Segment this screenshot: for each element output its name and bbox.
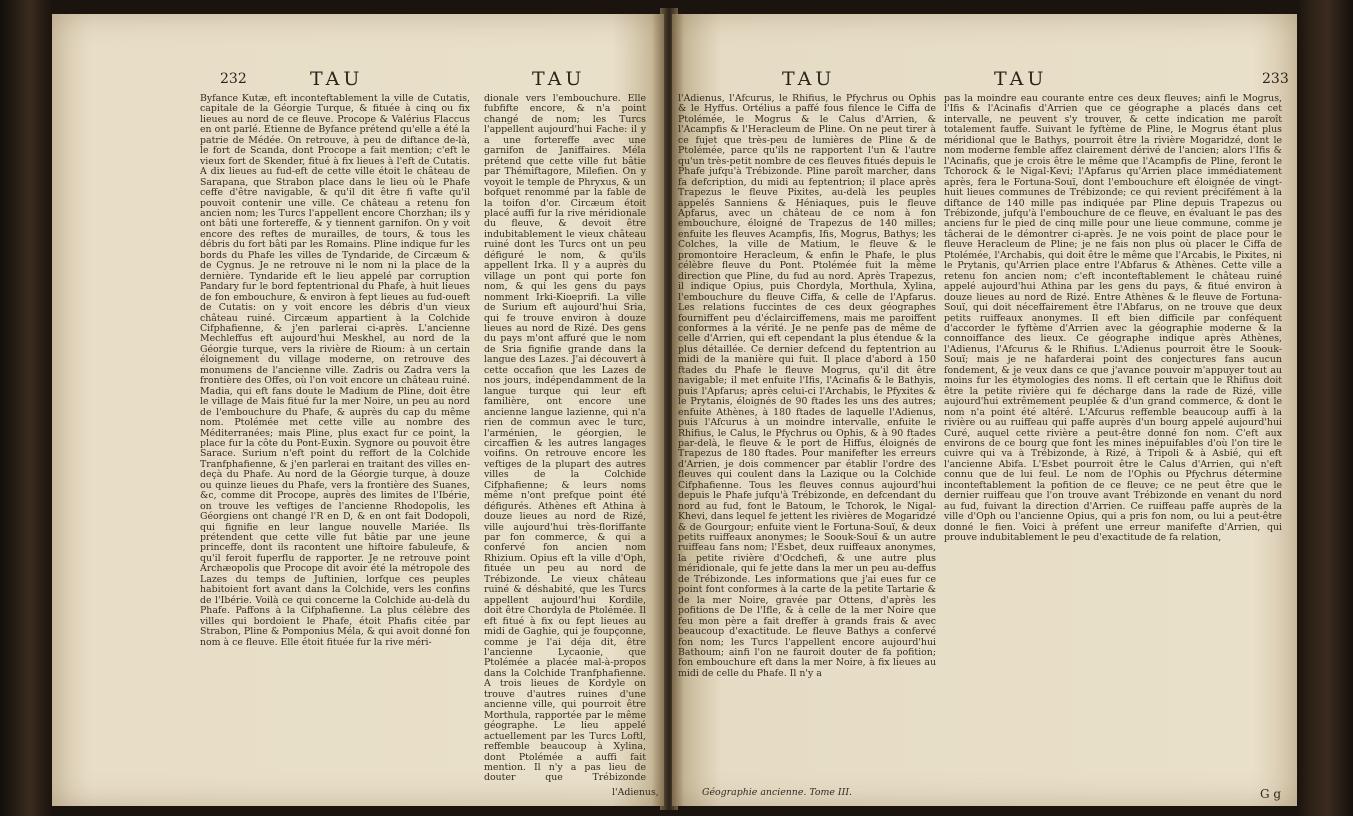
book-edge bbox=[1298, 0, 1353, 816]
page-number: 233 bbox=[1262, 71, 1289, 87]
left-page bbox=[52, 14, 664, 806]
left-page-header bbox=[52, 68, 664, 92]
running-head-right: TAU bbox=[994, 68, 1048, 90]
page-number: 232 bbox=[220, 71, 247, 87]
text-column-right: dionale vers l'embouchure. Elle fubfifte encore, & n'a point changé de nom; les Turcs l'appellent aujourd'hui Fache: il y a une fortereffe avec une garnifon de Janiffaires. Méla prétend que cette ville fut bâtie par Thémiftagore, Milefien. On y voyoit le temple de Phryxus, & un bofquet renommé par la fable de la toifon d'or. Circæum étoit placé auffi fur la rive méridionale du fleuve, & devoit être indubitablement le vieux château ruiné dont les Turcs ont un peu défiguré le nom, & qu'ils appellent Irka. Il y a auprès du village un pont qui porte fon nom, & qui les gens du pays nomment Irki-Kioeprifi. La ville de Surium eft aujourd'hui Sria, qui fe trouve environ à douze lieues au nord de Rizé. Des gens du pays m'ont affuré que le nom de Sria fignifie grande dans la langue des Lazes. J'ai découvert à cette occafion que les Lazes de nos jours, indépendamment de la langue turque qui leur eft familière, ont encore une ancienne langue lazienne, qui n'a rien de commun avec le turc, l'arménien, le géorgien, le circaffien & les autres langages voifins. On retrouve encore les veftiges de la plupart des autres villes de la Colchide Cifphafienne; & leurs noms même n'ont prefque point été défigurés. Athènes eft Athina à douze lieues au nord de Rizé, ville aujourd'hui très-floriffante par fon commerce, & qui a confervé fon ancien nom Rhizium. Opius eft la ville d'Oph, fituée un peu au nord de Trébizonde. Le vieux château ruiné & déshabité, que les Turcs appellent aujourd'hui Kordile, doit être Chordyla de Ptolémée. Il eft fitué à fix ou fept lieues au midi de Gaghie, qui je foupçonne, comme je l'ai déja dit, être l'ancienne Lycaonie, que Ptolémée a placée mal-à-propos dans la Colchide Tranfphafienne. A trois lieues de Kordyle on trouve d'autres ruines d'une ancienne ville, qui pourroit être Morthula, rapportée par le même géographe. Le lieu appelé actuellement par les Turcs Loftl, reffemble beaucoup à Xylina, dont Ptolémée a auffi fait mention. Il n'y a pas lieu de douter que Trébizonde bbox=[484, 94, 646, 784]
footer-note: Géographie ancienne. Tome III. bbox=[702, 787, 853, 798]
text-column-right: pas la moindre eau courante entre ces deux fleuves; ainfi le Mogrus, l'Ifis & l'Acinafis d'Arrien que ce géographe a placés dans cet intervalle, ne peuvent s'y trouver, & cette indication me paroît totalement fauffe. Suivant le fyftème de Pline, le Mogrus étant plus méridional que le Bathys, pourroit être la rivière Mogaridzé, dont le nom moderne femble affez clairement dérivé de l'ancien; alors l'Ifis & l'Acinafis, que je crois être le même que l'Acampfis de Pline, feront le Tchorock & le Nigal-Kevi; l'Apfarus qu'Arrien place immédiatement après, fera le Fortuna-Souï, dont l'embouchure eft éloignée de vingt-huit lieues communes de Trébizonde; ce qui revient précifément à la diftance de 140 mille pas indiquée par Pline depuis Trapezus ou Trébizonde, jufqu'à l'embouchure de ce fleuve, en évaluant le pas des anciens fur le pied de cinq mille pour une lieue commune, comme je tâcherai de le démontrer ci-après. Je ne vois point de place pour le fleuve Heracleum de Pline; je ne fais non plus où placer le Ciffa de Ptolémée, l'Archabis, qui doit être le même que l'Arcabis, le Pixites, ni le Prytanis, qu'Arrien place entre l'Abfarus & Athènes. Cette ville a retenu fon ancien nom; c'eft inconteftablement le château ruiné appelé aujourd'hui Athina par les gens du pays, & fitué environ à douze lieues au nord de Rizé. Entre Athènes & le fleuve de Fortuna-Souï, qui doit néceffairement être l'Abfarus, on ne trouve que deux petits ruiffeaux anonymes. Il eft bien difficile par conféquent d'accorder le fyftème d'Arrien avec la géographie moderne & la connoiffance des lieux. Ce géographe indique après Athènes, l'Adienus, l'Afcurus & le Rhifius. L'Adienus pourroit être le Soouk-Souï; mais je ne hafarderai point des conjectures fans aucun fondement, & je veux dans ce que j'avance pouvoir m'appuyer tout au moins fur les étymologies des noms. Il eft certain que le Rhifius doit être la petite rivière qui fe décharge dans la rade de Rizé, ville aujourd'hui extrêmement peuplée & d'un grand commerce, & dont le nom n'a point été altéré. L'Afcurus reffemble beaucoup auffi à la rivière ou au ruiffeau qui paffe auprès d'un bourg appelé aujourd'hui Curé, auquel cette rivière a peut-être donné fon nom. C'eft aux environs de ce bourg que font les mines inépuifables d'où l'on tire le cuivre qui va à Trébizonde, à Rizé, à Tripoli & à Asbié, qui eft l'ancienne Abifa. L'Esbet pourroit être le Calus d'Arrien, qui n'eft connu que de lui feul. Le nom de l'Ophis ou Pfychrus détermine inconteftablement la pofition de ce fleuve; ce ne peut être que le dernier ruiffeau que l'on trouve avant Trébizonde en venant du nord au fud, fuivant la direction d'Arrien. Ce ruiffeau paffe auprès de la ville d'Oph ou l'ancienne Opius, qui a pris fon nom, ou lui a peut-être donné le fien. Voici à préfent une erreur manifefte d'Arrien, qui prouve indubitablement le peu d'exactitude de fa relation, bbox=[944, 94, 1282, 544]
right-page-header bbox=[672, 68, 1297, 92]
text-column-left: l'Adienus, l'Afcurus, le Rhifius, le Pfychrus ou Ophis & le Hyffus. Ortélius a paffé fous filence le Ciffa de Ptolémée, le Mogrus & le Calus d'Arrien, & l'Acampfis & l'Heracleum de Pline. On ne peut tirer à ce fujet que très-peu de lumières de Pline & de Ptolémée, parce qu'ils ne rapportent l'un & l'autre qu'un très-petit nombre de ces fleuves fitués depuis le Phafe jufqu'à Trébizonde. Pline paroît marcher, dans fa defcription, du midi au feptentrion; il place après Trapezus le fleuve Pixites, au-delà les peuples appelés Sanniens & Héniaques, puis le fleuve Apfarus, avec un château de ce nom à fon embouchure, éloigné de Trapezus de 140 milles; enfuite les fleuves Acampfis, Ifis, Mogrus, Bathys; les Colches, la ville de Matium, le fleuve & le promontoire Heracleum, & enfin le Phafe, le plus célèbre fleuve du Pont. Ptolémée fuit la même direction que Pline, du fud au nord. Après Trapezus, il indique Opius, puis Chordyla, Morthula, Xylina, l'embouchure du fleuve Ciffa, & celle de l'Apfarus. Les relations fuccintes de ces deux géographes fourniffent peu d'éclairciffemens, mais me paroiffent conformes à la vérité. Je ne penfe pas de même de celle d'Arrien, qui eft cependant la plus étendue & la plus détaillée. Ce dernier defcend du feptentrion au midi de la manière qui fuit. Il place d'abord à 150 ftades du Phafe le fleuve Mogrus, qu'il dit être navigable; il met enfuite l'Ifis, l'Acinafis & le Bathyis, puis l'Apfarus; après celui-ci l'Archabis, le Pfyxites & le Prytanis, éloignés de 90 ftades les uns des autres; enfuite Athènes, à 180 ftades de laquelle l'Adienus, puis l'Afcurus à un moindre intervalle, enfuite le Rhifius, le Calus, le Pfychrus ou Ophis, & à 90 ftades par-delà, le fleuve & le port de Hiffus, éloignés de Trapezus de 180 ftades. Pour manifefter les erreurs d'Arrien, je dois commencer par établir l'ordre des fleuves qui coulent dans la Lazique ou la Colchide Cifphafienne. Tous les fleuves connus aujourd'hui depuis le Phafe jufqu'à Trébizonde, en defcendant du nord au fud, font le Batoum, le Tchorok, le Nigal-Khevi, dans lequel fe jettent les rivières de Mogaridzé & de Gourgour; enfuite vient le Fortuna-Souï, & deux petits ruiffeaux anonymes; le Soouk-Souï & un autre ruiffeau fans nom; l'Esbet, deux ruiffeaux anonymes, la petite rivière d'Ocdchefi, & une autre plus méridionale, qui fe jette dans la mer un peu au-deffus de Trébizonde. Les informations que j'ai eues fur ce point font conformes à la carte de la petite Tartarie & de la mer Noire, gravée par Ottens, d'après les pofitions de De l'Ifle, & à celle de la mer Noire que feu mon père a fait dreffer à grands frais & avec beaucoup d'exactitude. Le fleuve Bathys a confervé fon nom; les Turcs l'appellent encore aujourd'hui Bathoum; ainfi l'on ne fauroit douter de fa pofition; fon embouchure eft dans la mer Noire, à fix lieues au midi de celle du Phafe. Il n'y a bbox=[678, 94, 936, 679]
signature-mark: G g bbox=[1260, 787, 1282, 801]
catchword: l'Adienus, bbox=[612, 787, 659, 798]
running-head-right: TAU bbox=[532, 68, 586, 90]
right-page bbox=[672, 14, 1297, 806]
running-head-left: TAU bbox=[782, 68, 836, 90]
text-column-left: Byfance Kutæ, eft inconteftablement la ville de Cutatis, capitale de la Géorgie Turque, & fituée à cinq ou fix lieues au nord de ce fleuve. Procope & Valérius Flaccus en ont parlé. Etienne de Byfance prétend qu'elle a été la patrie de Médée. On retrouve, à peu de diftance de-là, le fort de Scanda, dont Procope a fait mention; c'eft le vieux fort de Skender, fitué à fix lieues à l'eft de Cutatis. A dix lieues au fud-eft de cette ville étoit le château de Sarapana, que Strabon place dans le lieu où le Phafe ceffe d'être navigable, & qu'il dit être fi vafte qu'il pouvoit contenir une ville. Ce château a retenu fon ancien nom; les Turcs l'appellent encore Chorzhan; ils y ont bâti une fortereffe, & y tiennent garnifon. On y voit encore des reftes de murailles, de tours, & tous les débris du fort bâti par les Romains. Pline indique fur les bords du Phafe les villes de Tyndaride, de Circæum & de Cygnus. Je ne retrouve ni le nom ni la place de la dernière. Tyndaride eft le lieu appelé par corruption Pandary fur le bord feptentrional du Phafe, à huit lieues de fon embouchure, & environ à fept lieues au fud-oueft de Cutatis: on y voit encore les débris d'un vieux château ruiné. Circæum appartient à la Colchide Cifphafienne, & j'en parlerai ci-après. L'ancienne Mechleffus eft aujourd'hui Meskhel, au nord de la Géorgie turque, vers la rivière de Rioum: à un certain éloignement du village moderne, on retrouve des monumens de l'ancienne ville. Zadris ou Zadra vers la frontière des Offes, où l'on voit encore un château ruiné. Madia, qui eft fans doute le Madium de Pline, doit être le village de Mais fitué fur la mer Noire, un peu au nord de l'embouchure du Phafe, & auprès du cap du même nom. Ptolémée met cette ville au nombre des Méditerranées; mais Pline, plus exact fur ce point, la place fur la côte du Pont-Euxin. Sygnore ou pouvoit être Sarace. Surium n'eft point du reffort de la Colchide Tranfphafienne, & j'en parlerai en traitant des villes en-deçà du Phafe. Au nord de la Géorgie turque, à douze ou quinze lieues du Phafe, vers la frontière des Suanes, &c, comme dit Procope, auprès des limites de l'Ibérie, on trouve les veftiges de l'ancienne Rhodopolis, les Géorgiens ont changé l'R en D, & en ont fait Dodopoli, qui fignifie en leur langue nouvelle Mariée. Ils prétendent que cette ville fut bâtie par une jeune princeffe, dont ils racontent une hiftoire fabuleufe, & qu'il feroit fuperflu de rapporter. Je ne retrouve point Archæopolis que Procope dit avoir été la métropole des Lazes du temps de Juftinien, lorfque ces peuples habitoient fort avant dans la Colchide, vers les confins de l'Ibérie. Voilà ce qui concerne la Colchide au-delà du Phafe. Paffons à la Cifphafienne. La plus célèbre des villes qui bordoient le Phafe, étoit Phafis citée par Strabon, Pline & Pomponius Méla, & qui avoit donné fon nom à ce fleuve. Elle étoit fituée fur la rive méri- bbox=[200, 94, 470, 648]
running-head-left: TAU bbox=[310, 68, 364, 90]
